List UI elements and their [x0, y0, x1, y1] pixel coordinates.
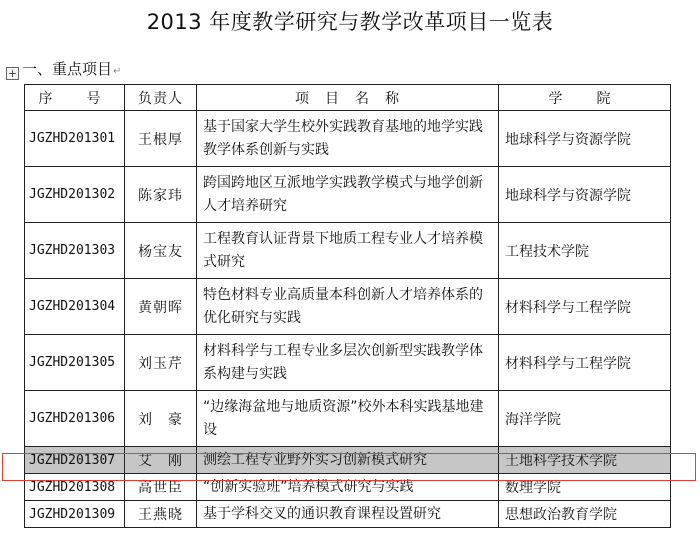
cell-project: 测绘工程专业野外实习创新模式研究: [197, 447, 499, 474]
cell-project: 材料科学与工程专业多层次创新型实践教学体系构建与实践: [197, 335, 499, 391]
cell-project: “边缘海盆地与地质资源”校外本科实践基地建设: [197, 391, 499, 447]
table-row: [25, 279, 671, 335]
cell-no: JGZHD201301: [25, 111, 125, 167]
cell-college: 思想政治教育学院: [499, 501, 671, 528]
table-row: [25, 501, 671, 528]
paragraph-mark-icon: ↵: [113, 66, 122, 77]
table-row-highlighted[interactable]: [25, 447, 671, 474]
table-row: [25, 335, 671, 391]
cell-college: 地球科学与资源学院: [499, 167, 671, 223]
cell-person: 艾 刚: [125, 447, 197, 474]
table-row: [25, 111, 671, 167]
cell-college: 工程技术学院: [499, 223, 671, 279]
cell-project: 基于国家大学生校外实践教育基地的地学实践教学体系创新与实践: [197, 111, 499, 167]
cell-project: 跨国跨地区互派地学实践教学模式与地学创新人才培养研究: [197, 167, 499, 223]
table-row: [25, 474, 671, 501]
cell-college: 地球科学与资源学院: [499, 111, 671, 167]
cell-person: 陈家玮: [125, 167, 197, 223]
cell-person: 黄朝晖: [125, 279, 197, 335]
header-person: 负责人: [125, 85, 197, 111]
table-row: [25, 391, 671, 447]
cell-person: 刘玉芹: [125, 335, 197, 391]
cell-person: 王燕晓: [125, 501, 197, 528]
page-title: 2013 年度教学研究与教学改革项目一览表: [146, 10, 554, 34]
cell-no: JGZHD201303: [25, 223, 125, 279]
cell-project: 特色材料专业高质量本科创新人才培养体系的优化研究与实践: [197, 279, 499, 335]
table-row: [25, 167, 671, 223]
cell-person: 高世臣: [125, 474, 197, 501]
cell-college: 数理学院: [499, 474, 671, 501]
cell-project: 基于学科交叉的通识教育课程设置研究: [197, 501, 499, 528]
table-row: [25, 223, 671, 279]
cell-no: JGZHD201305: [25, 335, 125, 391]
cell-no: JGZHD201306: [25, 391, 125, 447]
cell-project: “创新实验班”培养模式研究与实践: [197, 474, 499, 501]
projects-table: [24, 84, 671, 528]
cell-project: 工程教育认证背景下地质工程专业人才培养模式研究: [197, 223, 499, 279]
cell-college: 海洋学院: [499, 391, 671, 447]
header-college: 学 院: [499, 85, 671, 111]
cell-person: 刘 豪: [125, 391, 197, 447]
cell-college: 材料科学与工程学院: [499, 335, 671, 391]
section-heading: 一、重点项目↵: [22, 60, 122, 78]
table-header-row: [25, 85, 671, 111]
cell-no: JGZHD201307: [25, 447, 125, 474]
cell-college: 材料科学与工程学院: [499, 279, 671, 335]
cell-no: JGZHD201308: [25, 474, 125, 501]
cell-person: 王根厚: [125, 111, 197, 167]
cell-no: JGZHD201309: [25, 501, 125, 528]
cell-college: 土地科学技术学院: [499, 447, 671, 474]
header-project: 项 目 名 称: [197, 85, 499, 111]
cell-person: 杨宝友: [125, 223, 197, 279]
table-move-handle-icon[interactable]: +: [7, 67, 18, 80]
cell-no: JGZHD201302: [25, 167, 125, 223]
header-no: 序 号: [25, 85, 125, 111]
cell-no: JGZHD201304: [25, 279, 125, 335]
